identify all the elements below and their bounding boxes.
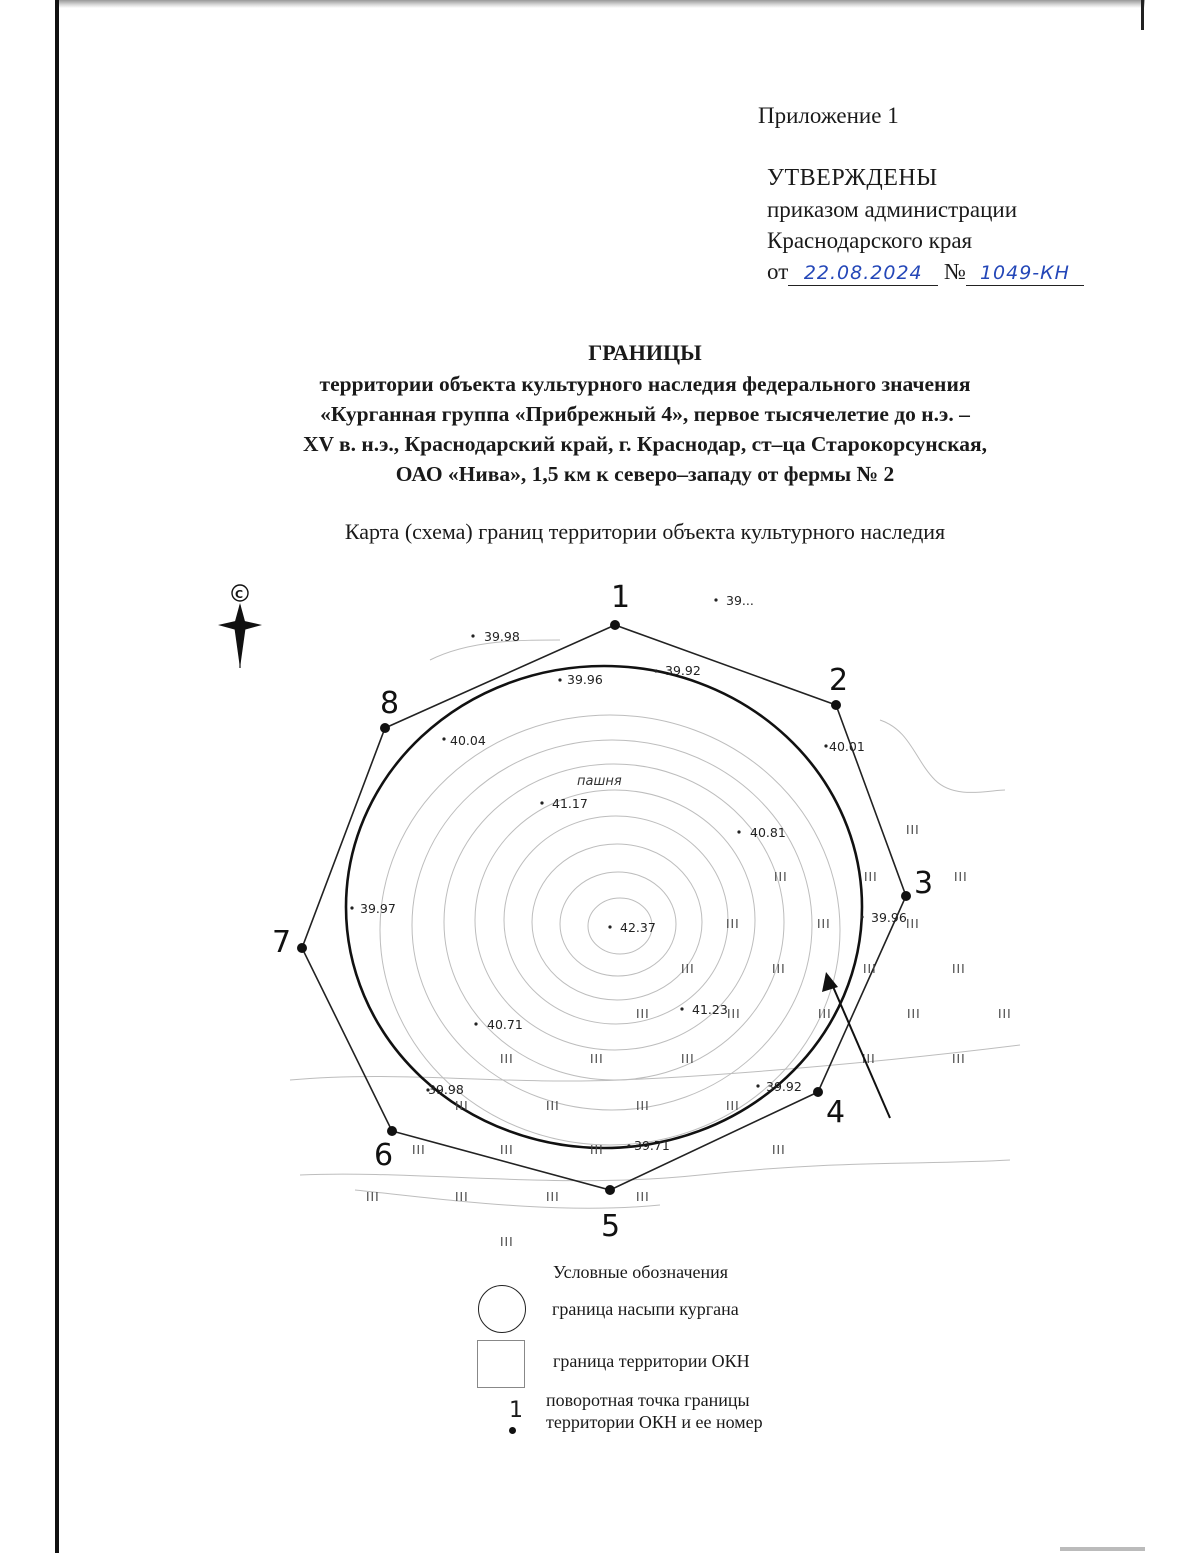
veg-mark: III (772, 1143, 786, 1157)
veg-mark: III (907, 1007, 921, 1021)
veg-mark: III (455, 1099, 469, 1113)
number-prefix: № (944, 259, 966, 284)
elevation-label: 39.92 (665, 663, 701, 678)
veg-mark: III (906, 917, 920, 931)
subtitle-line: ОАО «Нива», 1,5 км к северо–западу от фермы № 2 (395, 462, 895, 486)
point-number-6: 6 (374, 1138, 394, 1173)
veg-mark: III (952, 1052, 966, 1066)
veg-mark: III (862, 1052, 876, 1066)
elevation-label: 39.98 (428, 1082, 464, 1097)
legend-point-number: 1 (509, 1398, 523, 1423)
elevation-label: 40.01 (829, 739, 865, 754)
veg-mark: III (952, 962, 966, 976)
point-number-3: 3 (914, 866, 934, 901)
turning-point-dot (605, 1185, 615, 1195)
subtitle-line: «Курганная группа «Прибрежный 4», первое тысячелетие до н.э. – (320, 402, 970, 426)
veg-mark: III (366, 1190, 380, 1204)
veg-mark: III (954, 870, 968, 884)
point-number-5: 5 (601, 1209, 621, 1244)
legend-point-label (546, 1389, 763, 1433)
land-use-label: пашня (577, 774, 622, 789)
elevation-label: 40.71 (487, 1017, 523, 1032)
subtitle-line: XV в. н.э., Краснодарский край, г. Краснодар, ст–ца Старокорсунская, (302, 432, 988, 456)
veg-mark: III (864, 870, 878, 884)
subtitle-line: территории объекта культурного наследия федерального значения (319, 372, 971, 396)
legend-territory-symbol (477, 1340, 525, 1388)
legend-point-label-line: поворотная точка границы (546, 1390, 750, 1410)
point-number-8: 8 (380, 686, 400, 721)
turning-point-dot (380, 723, 390, 733)
turning-point-dot (297, 943, 307, 953)
handwritten-date: 22.08.2024 (803, 262, 923, 284)
veg-mark: III (863, 962, 877, 976)
date-prefix: от (767, 259, 789, 284)
veg-mark: III (412, 1143, 426, 1157)
point-number-2: 2 (829, 663, 849, 698)
document-title: ГРАНИЦЫ (588, 340, 702, 365)
elevation-label: 40.81 (750, 825, 786, 840)
elevation-label: 39.96 (871, 910, 907, 925)
veg-mark: III (726, 1099, 740, 1113)
elevation-label: 39... (726, 593, 754, 608)
veg-mark: III (774, 870, 788, 884)
veg-mark: III (546, 1190, 560, 1204)
veg-mark: III (636, 1099, 650, 1113)
veg-mark: III (681, 962, 695, 976)
legend-point-label-line: территории ОКН и ее номер (546, 1412, 763, 1432)
veg-mark: III (906, 823, 920, 837)
legend-mound-symbol (478, 1285, 526, 1333)
veg-mark: III (590, 1143, 604, 1157)
veg-mark: III (455, 1190, 469, 1204)
veg-mark: III (636, 1190, 650, 1204)
map-caption: Карта (схема) границ территории объекта культурного наследия (344, 519, 946, 544)
turning-point-dot (387, 1126, 397, 1136)
veg-mark: III (590, 1052, 604, 1066)
compass-north-letter: С (235, 588, 244, 601)
veg-mark: III (726, 917, 740, 931)
point-number-7: 7 (272, 925, 292, 960)
veg-mark: III (998, 1007, 1012, 1021)
approved-heading: УТВЕРЖДЕНЫ (767, 165, 938, 191)
veg-mark: III (818, 1007, 832, 1021)
elevation-label: 39.71 (634, 1138, 670, 1153)
veg-mark: III (500, 1235, 514, 1249)
veg-mark: III (546, 1099, 560, 1113)
legend-territory-label: граница территории ОКН (553, 1351, 750, 1371)
handwritten-number: 1049-КН (979, 262, 1070, 284)
turning-point-dot (831, 700, 841, 710)
veg-mark: III (772, 962, 786, 976)
veg-mark: III (681, 1052, 695, 1066)
veg-mark: III (500, 1143, 514, 1157)
by-order-line: приказом администрации (767, 197, 1018, 222)
turning-point-dot (901, 891, 911, 901)
turning-point-dot (813, 1087, 823, 1097)
mound-boundary (346, 666, 862, 1148)
elevation-label: 42.37 (620, 920, 656, 935)
veg-mark: III (817, 917, 831, 931)
appendix-label: Приложение 1 (758, 103, 899, 128)
veg-mark: III (727, 1007, 741, 1021)
elevation-label: 41.17 (552, 796, 588, 811)
point-number-4: 4 (826, 1095, 846, 1130)
legend-mound-label: граница насыпи кургана (552, 1299, 739, 1319)
elevation-label: 40.04 (450, 733, 486, 748)
elevation-label: 39.98 (484, 629, 520, 644)
legend-title: Условные обозначения (553, 1262, 729, 1282)
elevation-label: 41.23 (692, 1002, 728, 1017)
point-number-1: 1 (611, 580, 631, 615)
region-line: Краснодарского края (767, 228, 973, 253)
elevation-label: 39.92 (766, 1079, 802, 1094)
turning-point-dot (610, 620, 620, 630)
elevation-label: 39.97 (360, 901, 396, 916)
elevation-label: 39.96 (567, 672, 603, 687)
veg-mark: III (636, 1007, 650, 1021)
legend-point-dot (509, 1427, 516, 1434)
compass-icon (218, 585, 262, 668)
veg-mark: III (500, 1052, 514, 1066)
